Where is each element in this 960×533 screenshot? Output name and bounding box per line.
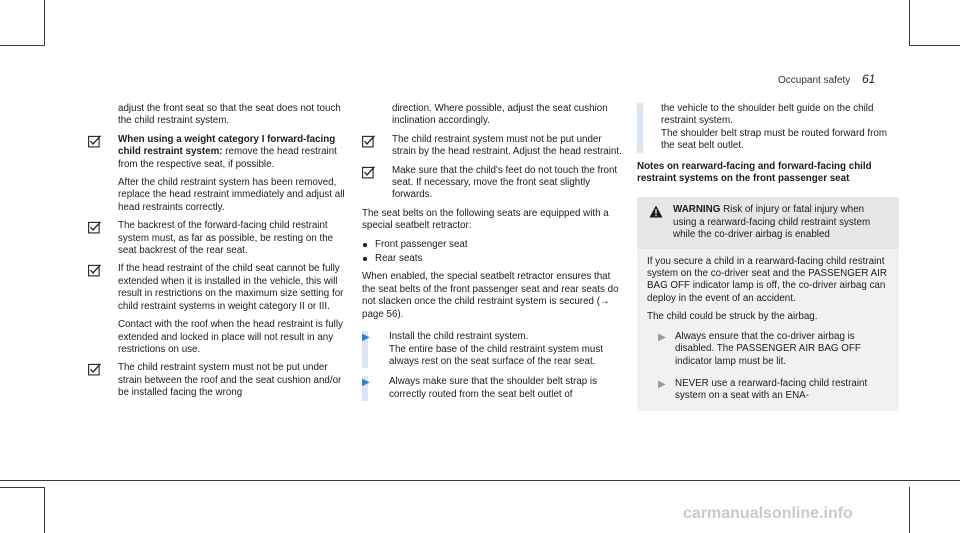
- warning-heading: Risk of injury or fatal injury when using a rearward-facing child restraint system while the co-driver airbag is enabled: [673, 204, 871, 241]
- item-text: Make sure that the child's feet do not touch the front seat. If necessary, move the front seat slightly forwards.: [392, 164, 618, 201]
- page-number: 61: [862, 72, 876, 86]
- warning-label: WARNING: [673, 204, 721, 216]
- paragraph: If you secure a child in a rearward-facing child restraint system on the co-driver seat and the PASSENGER AIR BAG OFF indicator lamp is off, the co-driver airbag can deploy in the event of an accident.: [647, 255, 887, 304]
- instruction-step: [362, 376, 624, 401]
- checkbox-icon: [88, 135, 101, 148]
- paragraph: The child could be struck by the airbag.: [647, 311, 818, 323]
- checkbox-icon: [362, 135, 375, 148]
- checkbox-icon: [362, 166, 375, 179]
- checkbox-icon: [88, 264, 101, 277]
- paragraph: direction. Where possible, adjust the seat cushion inclination accordingly.: [392, 103, 608, 127]
- bullet-icon: [363, 243, 367, 247]
- checklist-item: [362, 165, 624, 202]
- step-arrow-icon: ▶: [362, 332, 370, 344]
- checkbox-icon: [88, 221, 101, 234]
- watermark: carmanualsonline.info: [683, 505, 853, 522]
- step-arrow-icon: ▶: [658, 331, 666, 343]
- crop-mark: [44, 487, 45, 533]
- instruction-step: [647, 378, 889, 403]
- step-note: The shoulder belt strap must be routed forward from the seat belt outlet.: [661, 127, 887, 152]
- crop-mark: [909, 487, 910, 533]
- item-text: If the head restraint of the child seat cannot be fully extended when it is installed in the vehicle, this will result in restrictions on the maximum size setting for child restraint systems in weight category II or III.: [118, 263, 344, 312]
- warning-body: [637, 249, 899, 411]
- paragraph: The seat belts on the following seats are equipped with a special seatbelt retractor:: [362, 207, 609, 232]
- step-arrow-icon: ▶: [658, 378, 666, 390]
- checklist-item: [88, 362, 346, 399]
- paragraph: After the child restraint system has been removed, replace the head restraint immediately and adjust all head restraints correctly.: [118, 177, 345, 213]
- section-header: Occupant safety: [778, 75, 851, 86]
- crop-mark: [0, 45, 44, 46]
- instruction-step: [647, 331, 889, 368]
- step-continuation: [637, 103, 899, 153]
- list-item-text: Rear seats: [375, 253, 423, 265]
- bullet-icon: [363, 257, 367, 261]
- crop-mark: [44, 0, 45, 46]
- item-text: remove the head restraint from the respective seat, if possible.: [118, 146, 337, 170]
- crop-mark: [0, 480, 960, 481]
- warning-header: [637, 197, 899, 248]
- step-text: NEVER use a rearward-facing child restraint system on a seat with an ENA-: [675, 377, 868, 402]
- item-bold: When using a weight category I forward-facing child restraint system:: [118, 133, 336, 158]
- crop-mark: [909, 0, 910, 46]
- crop-mark: [909, 45, 960, 46]
- item-text: The child restraint system must not be put under strain by the head restraint. Adjust the head restraint.: [392, 133, 622, 158]
- crop-mark: [0, 487, 44, 488]
- step-note: The entire base of the child restraint system must always rest on the seat surface of the rear seat.: [389, 343, 603, 367]
- step-text: Always ensure that the co-driver airbag is disabled. The PASSENGER AIR BAG OFF indicator lamp must be lit.: [675, 330, 861, 367]
- column-1: [88, 103, 346, 406]
- warning-icon: [649, 205, 663, 218]
- step-text: Install the child restraint system.: [389, 331, 529, 343]
- list-item: [362, 239, 624, 251]
- paragraph: Contact with the roof when the head restraint is fully extended and locked in place will not result in any restrictions on use.: [118, 319, 343, 355]
- column-3: [637, 103, 899, 411]
- instruction-step: [362, 331, 624, 368]
- item-text: The backrest of the forward-facing child restraint system must, as far as possible, be resting on the seat backrest of the rear seat.: [118, 220, 334, 257]
- item-text: The child restraint system must not be put under strain between the roof and the seat cushion and/or be installed facing the wrong: [118, 362, 342, 399]
- step-arrow-icon: ▶: [362, 377, 370, 389]
- checklist-item: [362, 134, 624, 159]
- checklist-item: [88, 263, 346, 313]
- intro-text: adjust the front seat so that the seat does not touch the child restraint system.: [118, 103, 341, 127]
- paragraph: When enabled, the special seatbelt retractor ensures that the seat belts of the front passenger seat and rear seats do not slacken once the child restraint system is secured (→ page 56).: [362, 271, 619, 320]
- list-item-text: Front passenger seat: [375, 238, 468, 250]
- warning-box: [637, 197, 899, 410]
- list-item: [362, 253, 624, 265]
- step-text: the vehicle to the shoulder belt guide on the child restraint system.: [661, 103, 874, 127]
- checkbox-icon: [88, 363, 101, 376]
- step-text: Always make sure that the shoulder belt strap is correctly routed from the seat belt outlet of: [389, 376, 598, 400]
- column-2: [362, 103, 624, 409]
- checklist-item: [88, 134, 346, 171]
- section-title: Notes on rearward-facing and forward-facing child restraint systems on the front passenger seat: [637, 160, 872, 185]
- checklist-item: [88, 220, 346, 257]
